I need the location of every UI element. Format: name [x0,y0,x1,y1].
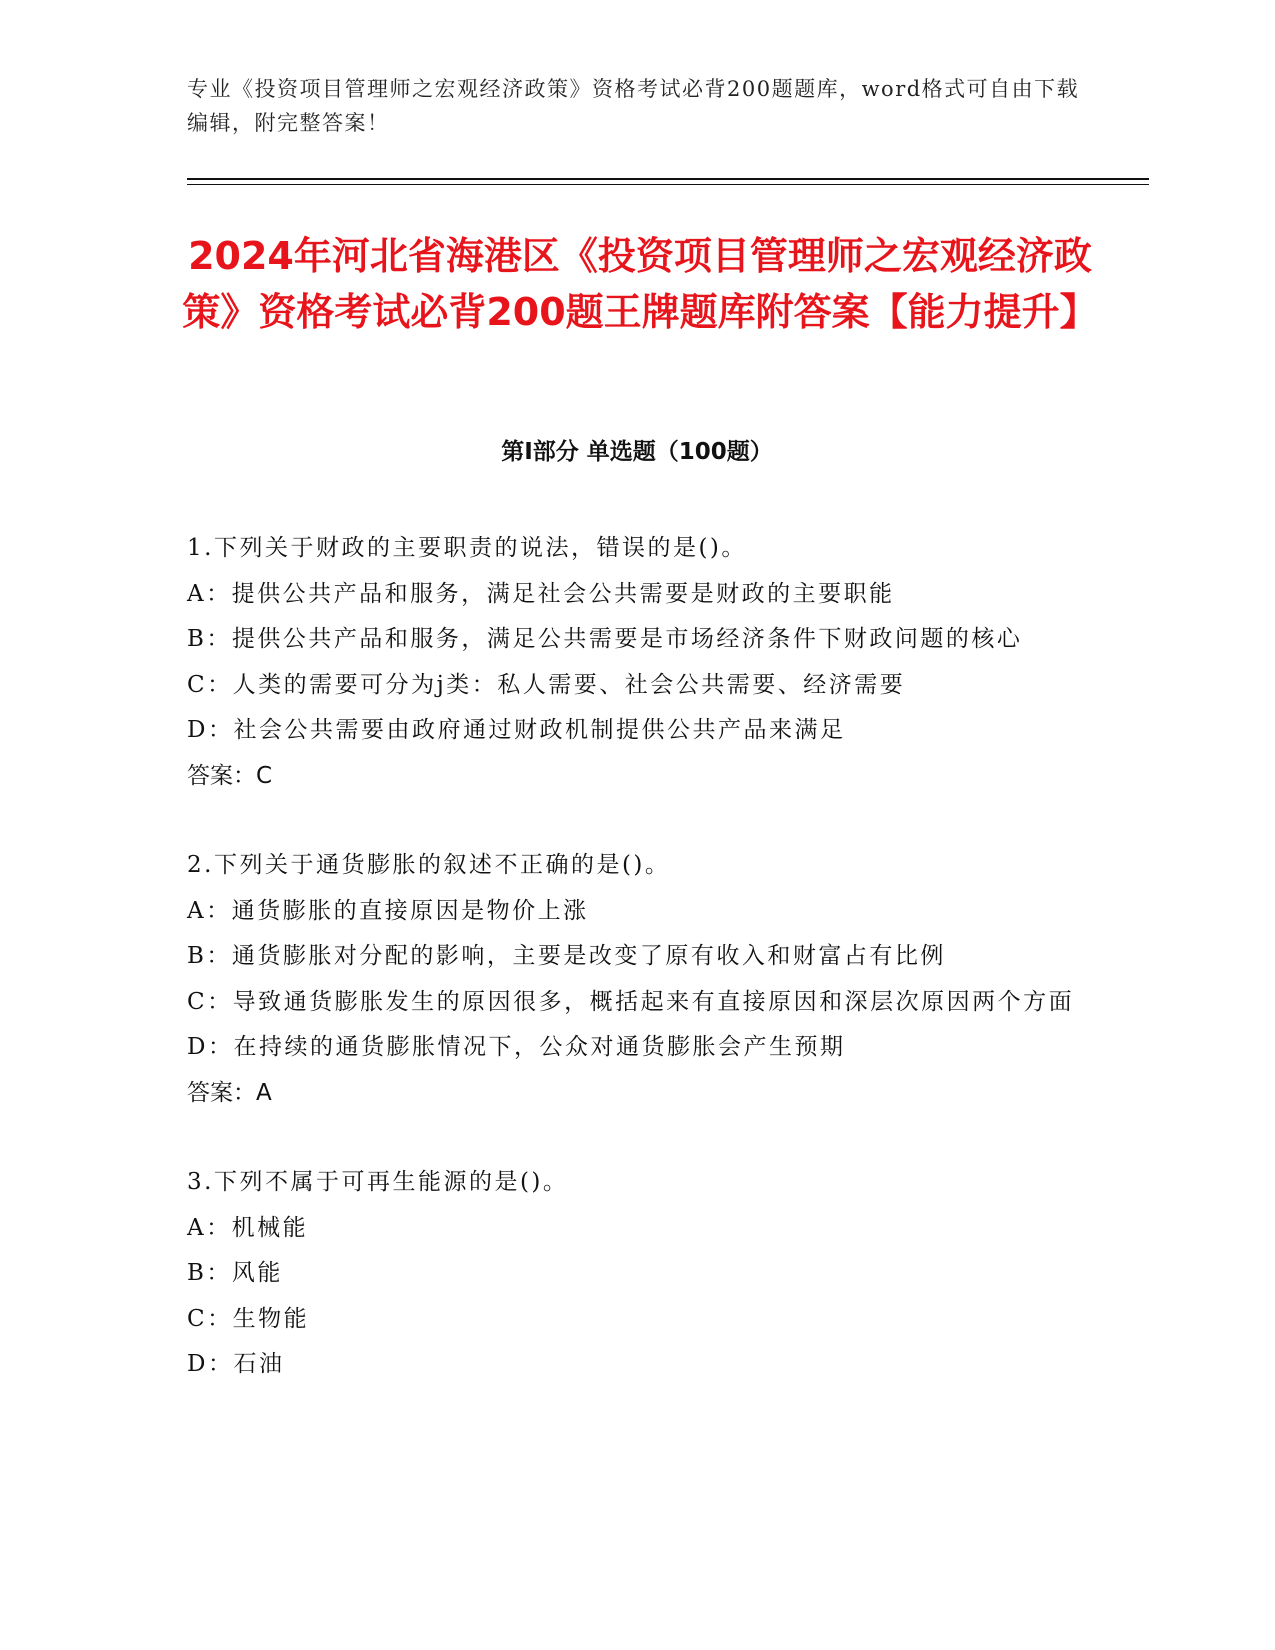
question-stem: 3.下列不属于可再生能源的是()。 [187,1169,569,1195]
option-d: D：在持续的通货膨胀情况下，公众对通货膨胀会产生预期 [187,1034,846,1060]
option-d: D：社会公共需要由政府通过财政机制提供公共产品来满足 [187,717,846,743]
option-c: C：人类的需要可分为j类：私人需要、社会公共需要、经济需要 [187,671,906,698]
option-b: B：提供公共产品和服务，满足公共需要是市场经济条件下财政问题的核心 [187,626,1023,652]
header-note: 专业《投资项目管理师之宏观经济政策》资格考试必背200题题库，word格式可自由下载编辑，附完整答案！ [187,77,1080,135]
option-a: A：通货膨胀的直接原因是物价上涨 [187,897,589,924]
question-1 [187,526,1087,799]
header-divider-thick [187,178,1149,180]
option-a: A：机械能 [187,1214,309,1241]
section-heading: 第Ⅰ部分 单选题（100题） [501,439,773,465]
document-title: 2024年河北省海港区《投资项目管理师之宏观经济政策》资格考试必背200题王牌题库附答案【能力提升】 [182,234,1098,334]
option-b: B：风能 [187,1260,283,1286]
option-c: C：导致通货膨胀发生的原因很多，概括起来有直接原因和深层次原因两个方面 [187,988,1075,1015]
question-3 [187,1160,1087,1388]
answer-line: 答案：A [187,1079,272,1106]
option-c: C：生物能 [187,1305,310,1332]
question-stem: 1.下列关于财政的主要职责的说法，错误的是()。 [187,535,747,561]
option-b: B：通货膨胀对分配的影响，主要是改变了原有收入和财富占有比例 [187,943,946,969]
question-2 [187,843,1087,1116]
header-divider-thin [187,184,1149,185]
question-list [187,526,1087,1432]
option-d: D：石油 [187,1351,285,1377]
answer-line: 答案：C [187,762,273,789]
option-a: A：提供公共产品和服务，满足社会公共需要是财政的主要职能 [187,580,895,607]
question-stem: 2.下列关于通货膨胀的叙述不正确的是()。 [187,852,671,878]
